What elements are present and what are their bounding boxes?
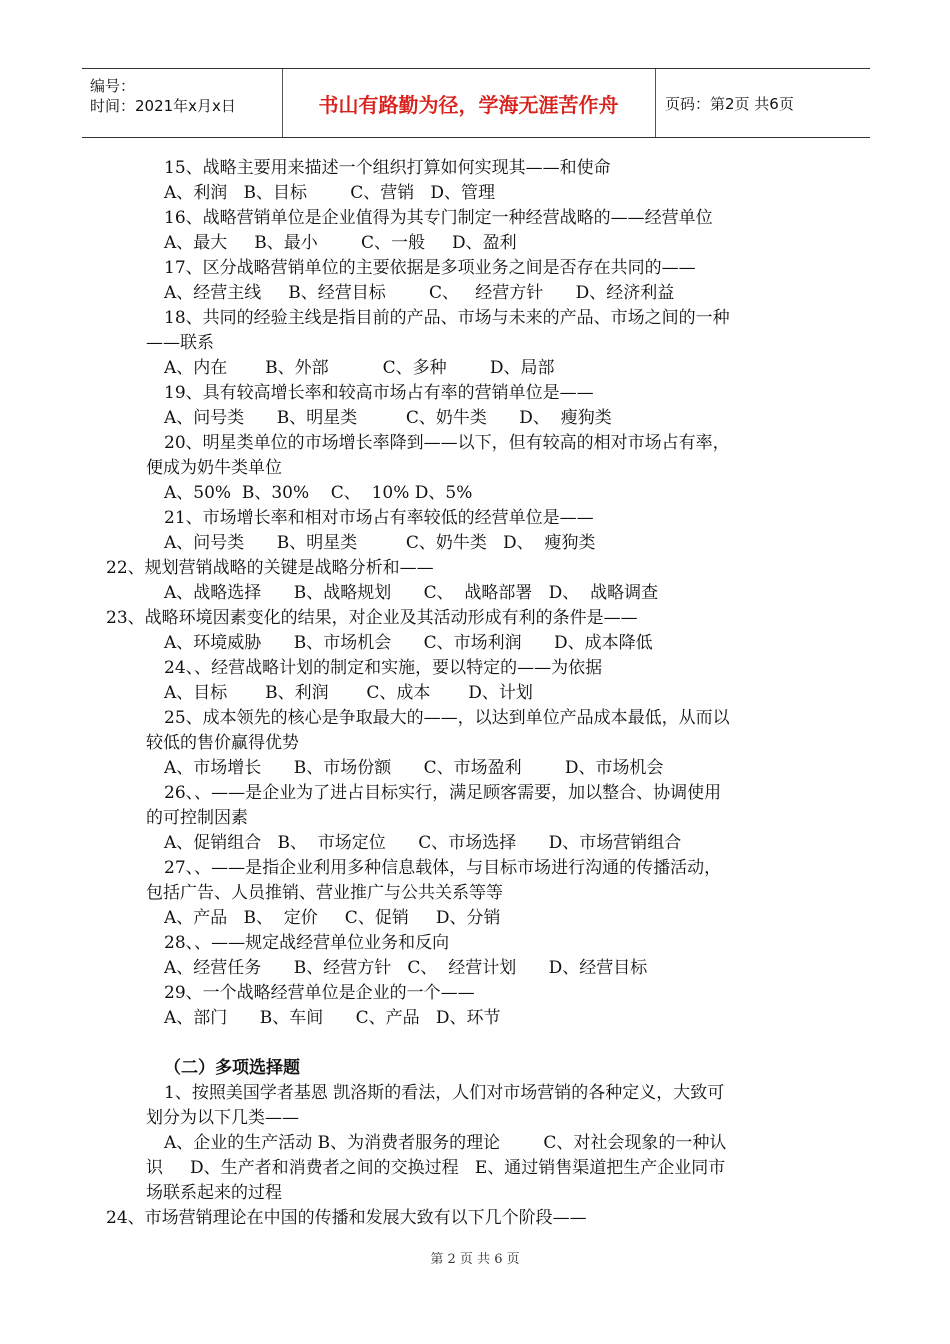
options-line: A、经营任务 B、经营方针 C、 经营计划 D、经营目标 [164, 958, 648, 978]
options-line: A、问号类 B、明星类 C、奶牛类 D、 瘦狗类 [164, 533, 596, 553]
question-line: 22、规划营销战略的关键是战略分析和—— [106, 558, 434, 578]
question-continuation: 包括广告、人员推销、营业推广与公共关系等等 [146, 883, 503, 903]
question-line: 1、按照美国学者基恩 凯洛斯的看法，人们对市场营销的各种定义，大致可 [164, 1083, 725, 1103]
question-line: 15、战略主要用来描述一个组织打算如何实现其——和使命 [164, 158, 611, 178]
question-line: 17、区分战略营销单位的主要依据是多项业务之间是否存在共同的—— [164, 258, 696, 278]
question-continuation: 划分为以下几类—— [146, 1108, 299, 1128]
question-line: 23、战略环境因素变化的结果，对企业及其活动形成有利的条件是—— [106, 608, 638, 628]
options-line: A、促销组合 B、 市场定位 C、市场选择 D、市场营销组合 [164, 833, 682, 853]
options-line: A、最大 B、最小 C、一般 D、盈利 [164, 233, 517, 253]
question-continuation: ——联系 [146, 333, 214, 353]
header-motto: 书山有路勤为径，学海无涯苦作舟 [282, 69, 656, 137]
question-line: 25、成本领先的核心是争取最大的——，以达到单位产品成本最低，从而以 [164, 708, 730, 728]
options-line: A、经营主线 B、经营目标 C、 经营方针 D、经济利益 [164, 283, 675, 303]
options-line: A、产品 B、 定价 C、促销 D、分销 [164, 908, 501, 928]
question-line: 29、一个战略经营单位是企业的一个—— [164, 983, 475, 1003]
question-continuation: 较低的售价赢得优势 [146, 733, 299, 753]
question-line: 26、、——是企业为了进占目标实行，满足顾客需要，加以整合、协调使用 [164, 783, 722, 803]
options-line: A、利润 B、目标 C、营销 D、管理 [164, 183, 496, 203]
options-line: A、战略选择 B、战略规划 C、 战略部署 D、 战略调查 [164, 583, 659, 603]
question-line: 19、具有较高增长率和较高市场占有率的营销单位是—— [164, 383, 594, 403]
page-footer: 第 2 页 共 6 页 [430, 1252, 520, 1267]
options-line: 识 D、生产者和消费者之间的交换过程 E、通过销售渠道把生产企业同市 [146, 1158, 726, 1178]
header-meta [82, 69, 283, 137]
options-line: A、部门 B、车间 C、产品 D、环节 [164, 1008, 501, 1028]
question-line: 18、共同的经验主线是指目前的产品、市场与未来的产品、市场之间的一种 [164, 308, 730, 328]
question-line: 20、明星类单位的市场增长率降到——以下，但有较高的相对市场占有率， [164, 433, 730, 453]
page-header [82, 68, 870, 138]
question-line: 24、市场营销理论在中国的传播和发展大致有以下几个阶段—— [106, 1208, 587, 1228]
options-line: A、问号类 B、明星类 C、奶牛类 D、 瘦狗类 [164, 408, 612, 428]
options-line: A、市场增长 B、市场份额 C、市场盈利 D、市场机会 [164, 758, 664, 778]
question-line: 21、市场增长率和相对市场占有率较低的经营单位是—— [164, 508, 594, 528]
options-line: A、50% B、30% C、 10% D、5% [164, 483, 473, 503]
question-continuation: 的可控制因素 [146, 808, 248, 828]
header-page-info: 页码：第2页 共6页 [665, 94, 794, 113]
options-line: A、目标 B、利润 C、成本 D、计划 [164, 683, 533, 703]
time-label: 时间：2021年x月x日 [90, 97, 236, 115]
question-line: 27、、——是指企业利用多种信息载体，与目标市场进行沟通的传播活动， [164, 858, 722, 878]
options-line: A、内在 B、外部 C、多种 D、局部 [164, 358, 555, 378]
options-line: A、企业的生产活动 B、为消费者服务的理论 C、对社会现象的一种认 [164, 1133, 727, 1153]
question-line: 28、、——规定战经营单位业务和反向 [164, 933, 450, 953]
question-continuation: 便成为奶牛类单位 [146, 458, 282, 478]
question-line: 16、战略营销单位是企业值得为其专门制定一种经营战略的——经营单位 [164, 208, 713, 228]
number-label: 编号： [90, 77, 136, 95]
question-line: 24、、经营战略计划的制定和实施，要以特定的——为依据 [164, 658, 603, 678]
options-line: A、环境威胁 B、市场机会 C、市场利润 D、成本降低 [164, 633, 653, 653]
section-heading: （二）多项选择题 [164, 1058, 300, 1078]
options-line: 场联系起来的过程 [146, 1183, 282, 1203]
